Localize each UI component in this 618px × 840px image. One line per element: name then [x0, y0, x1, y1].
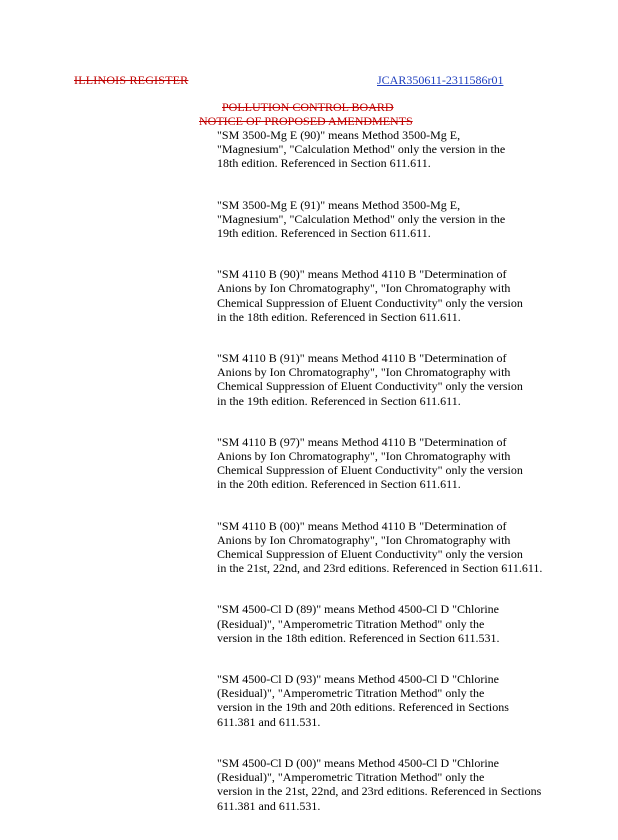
definition-line: "SM 4500-Cl D (89)" means Method 4500-Cl D "Chlorine	[217, 602, 500, 617]
definition-entry	[217, 756, 577, 813]
definition-entry	[217, 672, 577, 729]
definition-line: 18th edition. Referenced in Section 611.611.	[217, 156, 431, 171]
definition-line: "SM 4500-Cl D (93)" means Method 4500-Cl D "Chlorine	[217, 672, 500, 687]
definitions-list	[217, 128, 577, 840]
definition-line: "SM 3500-Mg E (91)" means Method 3500-Mg E,	[217, 197, 461, 212]
definition-line: Anions by Ion Chromatography", "Ion Chromatography with	[217, 365, 511, 380]
definition-line: 611.381 and 611.531.	[217, 798, 321, 813]
register-header: ILLINOIS REGISTER	[74, 73, 189, 87]
definition-line: "SM 4500-Cl D (00)" means Method 4500-Cl D "Chlorine	[217, 755, 500, 770]
board-title: POLLUTION CONTROL BOARD	[222, 100, 394, 114]
definition-line: in the 20th edition. Referenced in Section 611.611.	[217, 477, 461, 492]
definition-line: Anions by Ion Chromatography", "Ion Chromatography with	[217, 449, 511, 464]
definition-line: in the 18th edition. Referenced in Section 611.611.	[217, 309, 461, 324]
definition-line: Chemical Suppression of Eluent Conductivity" only the version	[217, 463, 523, 478]
document-code-header: JCAR350611-2311586r01	[377, 73, 504, 87]
definition-line: version in the 18th edition. Referenced in Section 611.531.	[217, 630, 500, 645]
definition-line: Chemical Suppression of Eluent Conductivity" only the version	[217, 547, 523, 562]
definition-entry	[217, 351, 577, 408]
definition-line: (Residual)", "Amperometric Titration Method" only the	[217, 686, 485, 701]
definition-entry	[217, 602, 577, 645]
definition-line: Anions by Ion Chromatography", "Ion Chromatography with	[217, 532, 511, 547]
definition-line: Anions by Ion Chromatography", "Ion Chromatography with	[217, 281, 511, 296]
definition-entry	[217, 519, 577, 576]
definition-entry	[217, 198, 577, 241]
definition-line: 611.381 and 611.531.	[217, 714, 321, 729]
definition-line: "Magnesium", "Calculation Method" only the version in the	[217, 211, 506, 226]
definition-line: "SM 3500-Mg E (90)" means Method 3500-Mg E,	[217, 128, 461, 142]
definition-line: "SM 4110 B (90)" means Method 4110 B "Determination of	[217, 267, 507, 282]
definition-line: in the 21st, 22nd, and 23rd editions. Referenced in Section 611.611.	[217, 561, 543, 576]
definition-line: "SM 4110 B (00)" means Method 4110 B "Determination of	[217, 518, 507, 533]
definition-line: "Magnesium", "Calculation Method" only the version in the	[217, 142, 506, 157]
definition-line: "SM 4110 B (97)" means Method 4110 B "Determination of	[217, 434, 507, 449]
definition-line: in the 19th edition. Referenced in Section 611.611.	[217, 393, 461, 408]
definition-entry	[217, 435, 577, 492]
definition-entry	[217, 128, 577, 171]
definition-line: "SM 4110 B (91)" means Method 4110 B "Determination of	[217, 351, 507, 366]
notice-title: NOTICE OF PROPOSED AMENDMENTS	[199, 114, 413, 128]
definition-line: version in the 19th and 20th editions. Referenced in Sections	[217, 700, 509, 715]
definition-line: Chemical Suppression of Eluent Conductivity" only the version	[217, 295, 523, 310]
definition-line: 19th edition. Referenced in Section 611.611.	[217, 226, 431, 241]
definition-line: Chemical Suppression of Eluent Conductivity" only the version	[217, 379, 523, 394]
definition-line: version in the 21st, 22nd, and 23rd editions. Referenced in Sections	[217, 784, 542, 799]
definition-line: (Residual)", "Amperometric Titration Method" only the	[217, 770, 485, 785]
definition-line: (Residual)", "Amperometric Titration Method" only the	[217, 616, 485, 631]
definition-entry	[217, 267, 577, 324]
